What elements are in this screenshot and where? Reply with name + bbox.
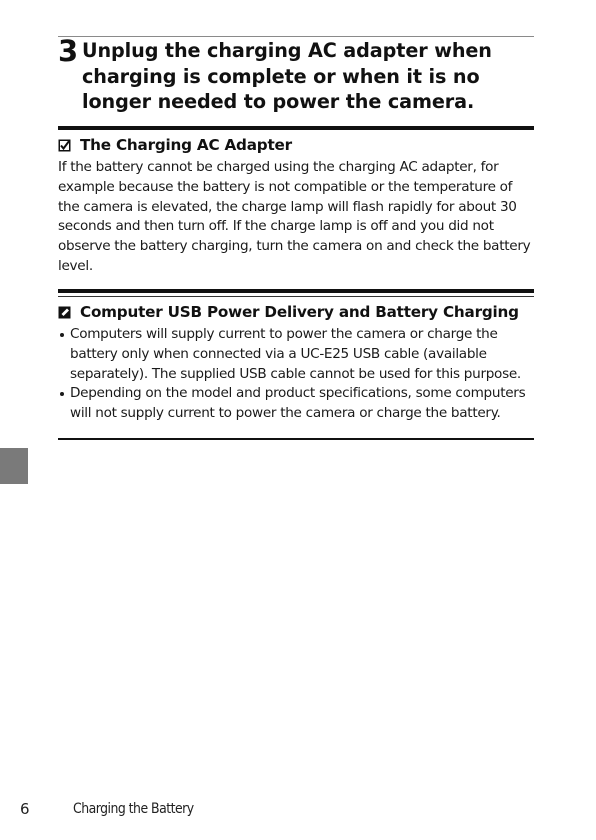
section-thumb-tab <box>0 448 28 484</box>
note-bottom-rule <box>58 438 534 440</box>
footer-section-title: Charging the Battery <box>73 801 194 817</box>
bullet-list <box>58 325 534 424</box>
pencil-note-icon <box>58 306 71 319</box>
note-heading <box>58 134 534 156</box>
note-paragraph: If the battery cannot be charged using the charging AC adapter, for example because the battery is not compatible or the temperature of the camera is elevated, the charge lamp will flash rapidly for about 30 seconds and then turn off. If the charge lamp is off and you did not observe the battery charging, turn the camera on and check the battery level. <box>58 159 531 274</box>
note-title: The Charging AC Adapter <box>80 136 292 154</box>
list-item: Computers will supply current to power the camera or charge the battery only when connected via a UC-E25 USB cable (available separately). The supplied USB cable cannot be used for this purpose. <box>58 325 534 384</box>
note-top-rule <box>58 296 534 297</box>
step-instruction: Unplug the charging AC adapter when charging is complete or when it is no longer needed to power the camera. <box>82 39 492 113</box>
header-rule <box>58 36 534 37</box>
caution-checkmark-icon <box>58 139 71 152</box>
list-item: Depending on the model and product specifications, some computers will not supply current to power the camera or charge the battery. <box>58 384 534 424</box>
info-note <box>58 280 534 440</box>
page-number: 6 <box>20 800 30 818</box>
note-title: Computer USB Power Delivery and Battery Charging <box>80 303 519 321</box>
caution-note <box>58 126 534 293</box>
note-heading <box>58 301 534 323</box>
step-number: 3 <box>58 34 79 68</box>
step-3 <box>58 34 534 115</box>
note-top-rule <box>58 126 534 130</box>
